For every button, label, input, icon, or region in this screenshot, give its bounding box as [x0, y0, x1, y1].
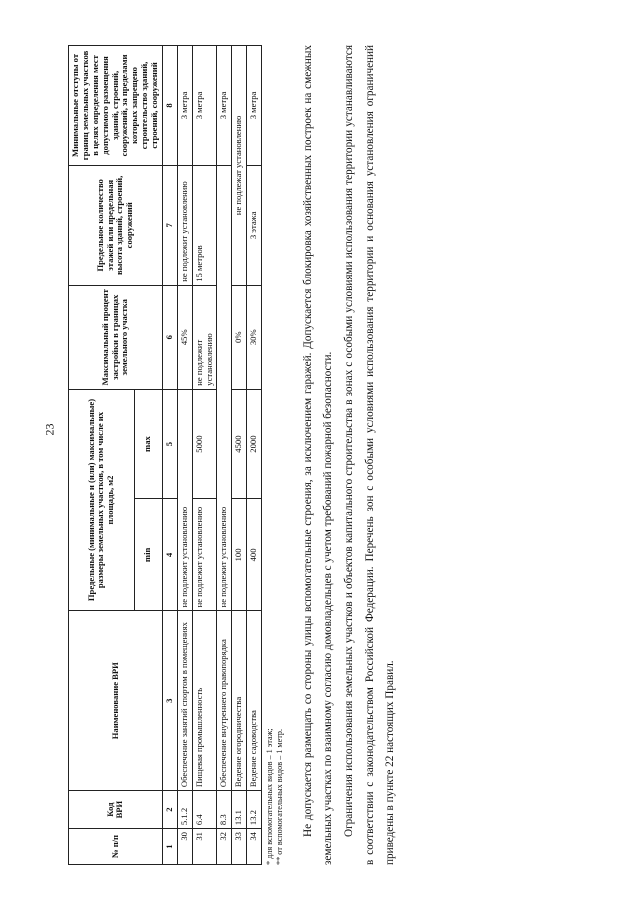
row-floors: не подлежит установлению [177, 165, 192, 285]
column-index: 1 [162, 829, 177, 865]
row-num: 33 [232, 829, 247, 865]
column-index: 7 [162, 165, 177, 285]
row-percent: 0% [232, 285, 247, 389]
row-percent: 30% [247, 285, 262, 389]
row-percent: не подлежит установлению [192, 285, 217, 389]
row-code: 6.4 [192, 791, 217, 829]
row-max: 5000 [192, 389, 217, 499]
regulations-table [68, 45, 262, 865]
row-num: 34 [247, 829, 262, 865]
column-index-row [162, 46, 177, 865]
note-line: ** от вспомогательных видов – 1 метр. [275, 728, 285, 865]
table-row [232, 46, 247, 865]
table-row [192, 46, 217, 865]
note-line: * для вспомогательных видов – 1 этаж; [265, 728, 274, 865]
row-name: Ведение садоводства [247, 611, 262, 791]
row-num: 31 [192, 829, 217, 865]
row-code: 8.3 [217, 791, 232, 829]
row-floors-setback: не подлежат установлению [232, 46, 247, 286]
column-index: 4 [162, 499, 177, 611]
paragraph: Не допускается размещать со стороны улицы вспомогательные строения, за исключением гаражей. Допускается блокировка хозяйственных построек на смежных земельных участках по взаимному согласию домовладельцев с учетом требований пожарной безопасности. [301, 45, 335, 865]
row-name: Ведение огородничества [232, 611, 247, 791]
column-index: 8 [162, 46, 177, 166]
row-setback: 3 метра [247, 46, 262, 166]
table-notes [265, 45, 286, 865]
header-setback: Минимальные отступы от границ земельных участков в целях определения мест допустимого размещения зданий, строений, сооружений, за пределами которых запрещено строительство зданий, строений, сооружений [69, 46, 163, 166]
column-index: 3 [162, 611, 177, 791]
row-num: 30 [177, 829, 192, 865]
table-row [217, 46, 232, 865]
header-floors: Предельное количество этажей или предельная высота зданий, строений, сооружений [69, 165, 163, 285]
row-setback: 3 метра [177, 46, 192, 166]
row-floors: 15 метров [192, 165, 217, 285]
row-name: Обеспечение занятий спортом в помещениях [177, 611, 192, 791]
table-row [247, 46, 262, 865]
row-num: 32 [217, 829, 232, 865]
row-max: 4500 [232, 389, 247, 499]
row-setback: 3 метра [192, 46, 217, 166]
table-header-row [69, 46, 135, 865]
page-number: 23 [42, 423, 57, 436]
rotated-sheet [68, 45, 608, 865]
row-size: не подлежит установлению [217, 165, 232, 610]
column-index: 5 [162, 389, 177, 499]
header-code: Код ВРИ [69, 791, 163, 829]
row-percent: 45% [177, 285, 192, 389]
row-code: 13.1 [232, 791, 247, 829]
paragraph: Ограничения использования земельных участков и объектов капитального строительства в зонах с особыми условиями использования территории устанавливаются в соответствии с законодательством Российской Федерации. Перечень зон с особыми условиями использования территории и основания установления ограничений приведены в пункте 22 настоящих Правил. [342, 45, 397, 865]
header-size-group: Предельные (минимальные и (или) максимальные) размеры земельных участков, в том числе их площадь, м2 [69, 389, 135, 611]
row-min: 100 [232, 499, 247, 611]
row-name: Обеспечение внутреннего правопорядка [217, 611, 232, 791]
header-percent: Максимальный процент застройки в границах земельного участка [69, 285, 163, 389]
table-row [177, 46, 192, 865]
row-max: 2000 [247, 389, 262, 499]
column-index: 2 [162, 791, 177, 829]
row-size: не подлежит установлению [177, 389, 192, 611]
row-code: 5.1.2 [177, 791, 192, 829]
header-num: № п/п [69, 829, 163, 865]
row-code: 13.2 [247, 791, 262, 829]
row-setback: 3 метра [217, 46, 232, 166]
header-name: Наименование ВРИ [69, 611, 163, 791]
row-floors: 3 этажа [247, 165, 262, 285]
row-min: не подлежит установлению [192, 499, 217, 611]
header-max: max [134, 389, 162, 499]
row-name: Пищевая промышленность [192, 611, 217, 791]
header-min: min [134, 499, 162, 611]
row-min: 400 [247, 499, 262, 611]
column-index: 6 [162, 285, 177, 389]
